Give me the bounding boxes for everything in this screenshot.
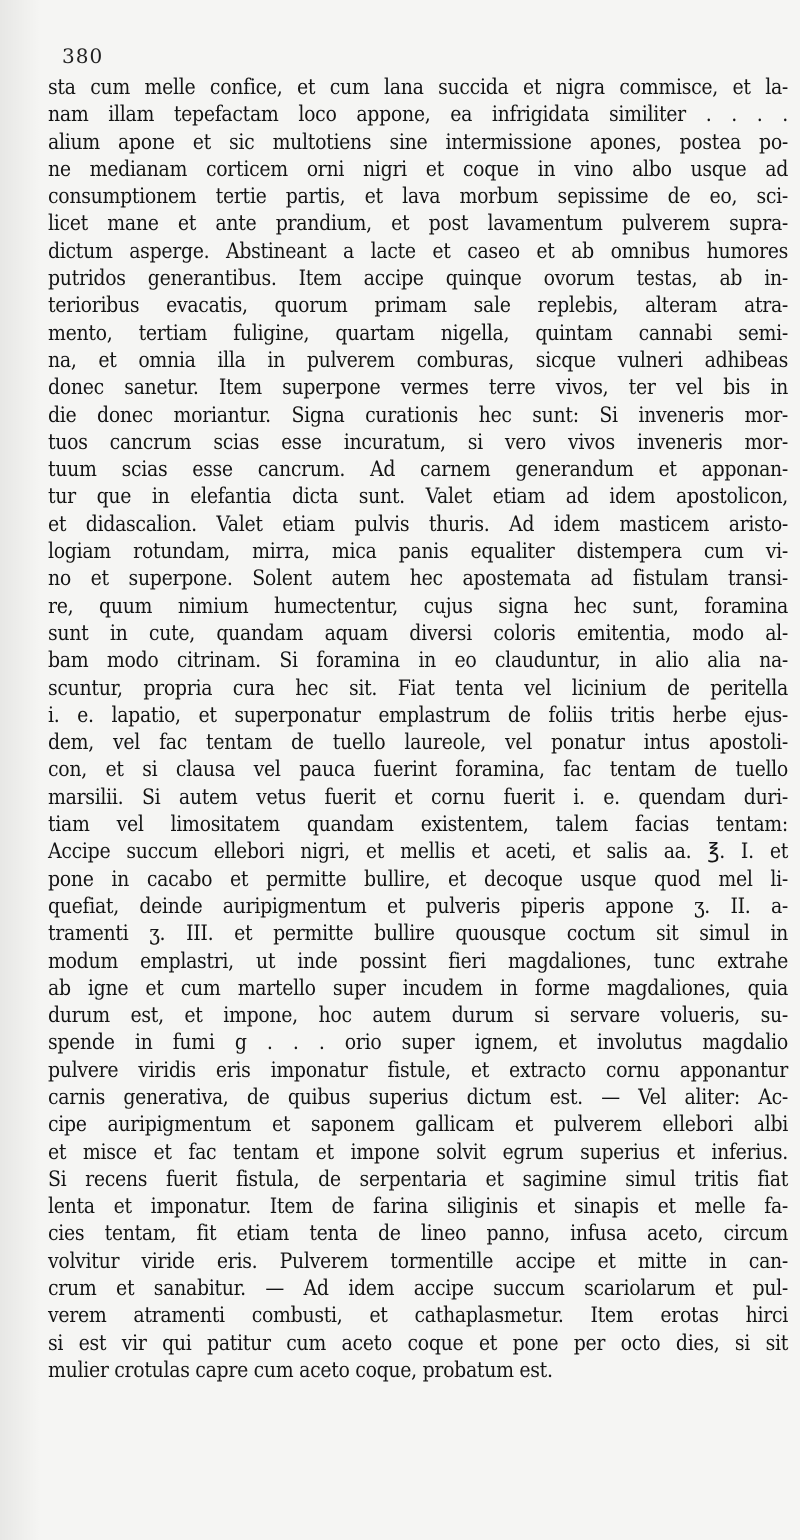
text-line: crum et sanabitur. — Ad idem accipe succum scariolarum et pul-: [48, 1276, 788, 1301]
text-line: terioribus evacatis, quorum primam sale replebis, alteram atra-: [48, 293, 788, 318]
text-line: modum emplastri, ut inde possint fieri magdaliones, tunc extrahe: [48, 948, 788, 973]
text-line: spende in fumi g . . . orio super ignem, et involutus magdalio: [48, 1030, 788, 1055]
text-line: re, quum nimium humectentur, cujus signa hec sunt, foramina: [48, 593, 788, 618]
text-line: ne medianam corticem orni nigri et coque in vino albo usque ad: [48, 156, 788, 181]
text-line: quefiat, deinde auripigmentum et pulveris piperis appone ʒ. II. a-: [48, 893, 788, 918]
text-line: die donec moriantur. Signa curationis hec sunt: Si inveneris mor-: [48, 402, 788, 427]
body-text: [48, 74, 788, 1384]
text-line: et misce et fac tentam et impone solvit egrum superius et inferius.: [48, 1139, 788, 1164]
text-line: logiam rotundam, mirra, mica panis equaliter distempera cum vi-: [48, 539, 788, 564]
text-line: si est vir qui patitur cum aceto coque et pone per octo dies, si sit: [48, 1330, 788, 1355]
text-line: tur que in elefantia dicta sunt. Valet etiam ad idem apostolicon,: [48, 484, 788, 509]
text-line: tuum scias esse cancrum. Ad carnem generandum et apponan-: [48, 457, 788, 482]
text-line: cipe auripigmentum et saponem gallicam et pulverem ellebori albi: [48, 1112, 788, 1137]
text-line: sunt in cute, quandam aquam diversi coloris emitentia, modo al-: [48, 620, 788, 645]
text-line: marsilii. Si autem vetus fuerit et cornu fuerit i. e. quendam duri-: [48, 784, 788, 809]
text-line: licet mane et ante prandium, et post lavamentum pulverem supra-: [48, 211, 788, 236]
text-line: mulier crotulas capre cum aceto coque, probatum est.: [48, 1357, 553, 1382]
text-line: Accipe succum ellebori nigri, et mellis et aceti, et salis aa. ℥. I. et: [48, 839, 788, 864]
text-line: bam modo citrinam. Si foramina in eo clauduntur, in alio alia na-: [48, 648, 788, 673]
text-line: Si recens fuerit fistula, de serpentaria et sagimine simul tritis fiat: [48, 1166, 788, 1191]
text-line: sta cum melle confice, et cum lana succida et nigra commisce, et la-: [48, 75, 788, 99]
text-line: cies tentam, fit etiam tenta de lineo panno, infusa aceto, circum: [48, 1221, 788, 1246]
text-line: alium apone et sic multotiens sine intermissione apones, postea po-: [48, 129, 788, 154]
text-line: verem atramenti combusti, et cathaplasmetur. Item erotas hirci: [48, 1303, 788, 1328]
text-line: dictum asperge. Abstineant a lacte et caseo et ab omnibus humores: [48, 238, 788, 263]
text-line: et didascalion. Valet etiam pulvis thuris. Ad idem masticem aristo-: [48, 511, 788, 536]
text-line: tiam vel limositatem quandam existentem, talem facias tentam:: [48, 812, 788, 837]
text-line: scuntur, propria cura hec sit. Fiat tenta vel licinium de peritella: [48, 675, 788, 700]
text-line: no et superpone. Solent autem hec apostemata ad fistulam transi-: [48, 566, 788, 591]
text-line: na, et omnia illa in pulverem comburas, sicque vulneri adhibeas: [48, 347, 788, 372]
text-line: dem, vel fac tentam de tuello laureole, vel ponatur intus apostoli-: [48, 730, 788, 755]
page-number: 380: [62, 44, 104, 68]
text-line: lenta et imponatur. Item de farina siliginis et sinapis et melle fa-: [48, 1194, 788, 1219]
text-line: consumptionem tertie partis, et lava morbum sepissime de eo, sci-: [48, 184, 788, 209]
text-line: con, et si clausa vel pauca fuerint foramina, fac tentam de tuello: [48, 757, 788, 782]
text-line: ab igne et cum martello super incudem in forme magdaliones, quia: [48, 975, 788, 1000]
text-line: nam illam tepefactam loco appone, ea infrigidata similiter . . . .: [48, 102, 788, 127]
text-line: pulvere viridis eris imponatur fistule, et extracto cornu apponantur: [48, 1057, 788, 1082]
text-line: pone in cacabo et permitte bullire, et decoque usque quod mel li-: [48, 866, 788, 891]
text-line: tuos cancrum scias esse incuratum, si vero vivos inveneris mor-: [48, 429, 788, 454]
text-line: donec sanetur. Item superpone vermes terre vivos, ter vel bis in: [48, 375, 788, 400]
text-line: putridos generantibus. Item accipe quinque ovorum testas, ab in-: [48, 266, 788, 291]
text-line: durum est, et impone, hoc autem durum si servare volueris, su-: [48, 1003, 788, 1028]
text-line: tramenti ʒ. III. et permitte bullire quousque coctum sit simul in: [48, 921, 788, 946]
text-line: carnis generativa, de quibus superius dictum est. — Vel aliter: Ac-: [48, 1084, 788, 1109]
text-line: mento, tertiam fuligine, quartam nigella, quintam cannabi semi-: [48, 320, 788, 345]
text-line: volvitur viride eris. Pulverem tormentille accipe et mitte in can-: [48, 1248, 788, 1273]
text-line: i. e. lapatio, et superponatur emplastrum de foliis tritis herbe ejus-: [48, 702, 788, 727]
